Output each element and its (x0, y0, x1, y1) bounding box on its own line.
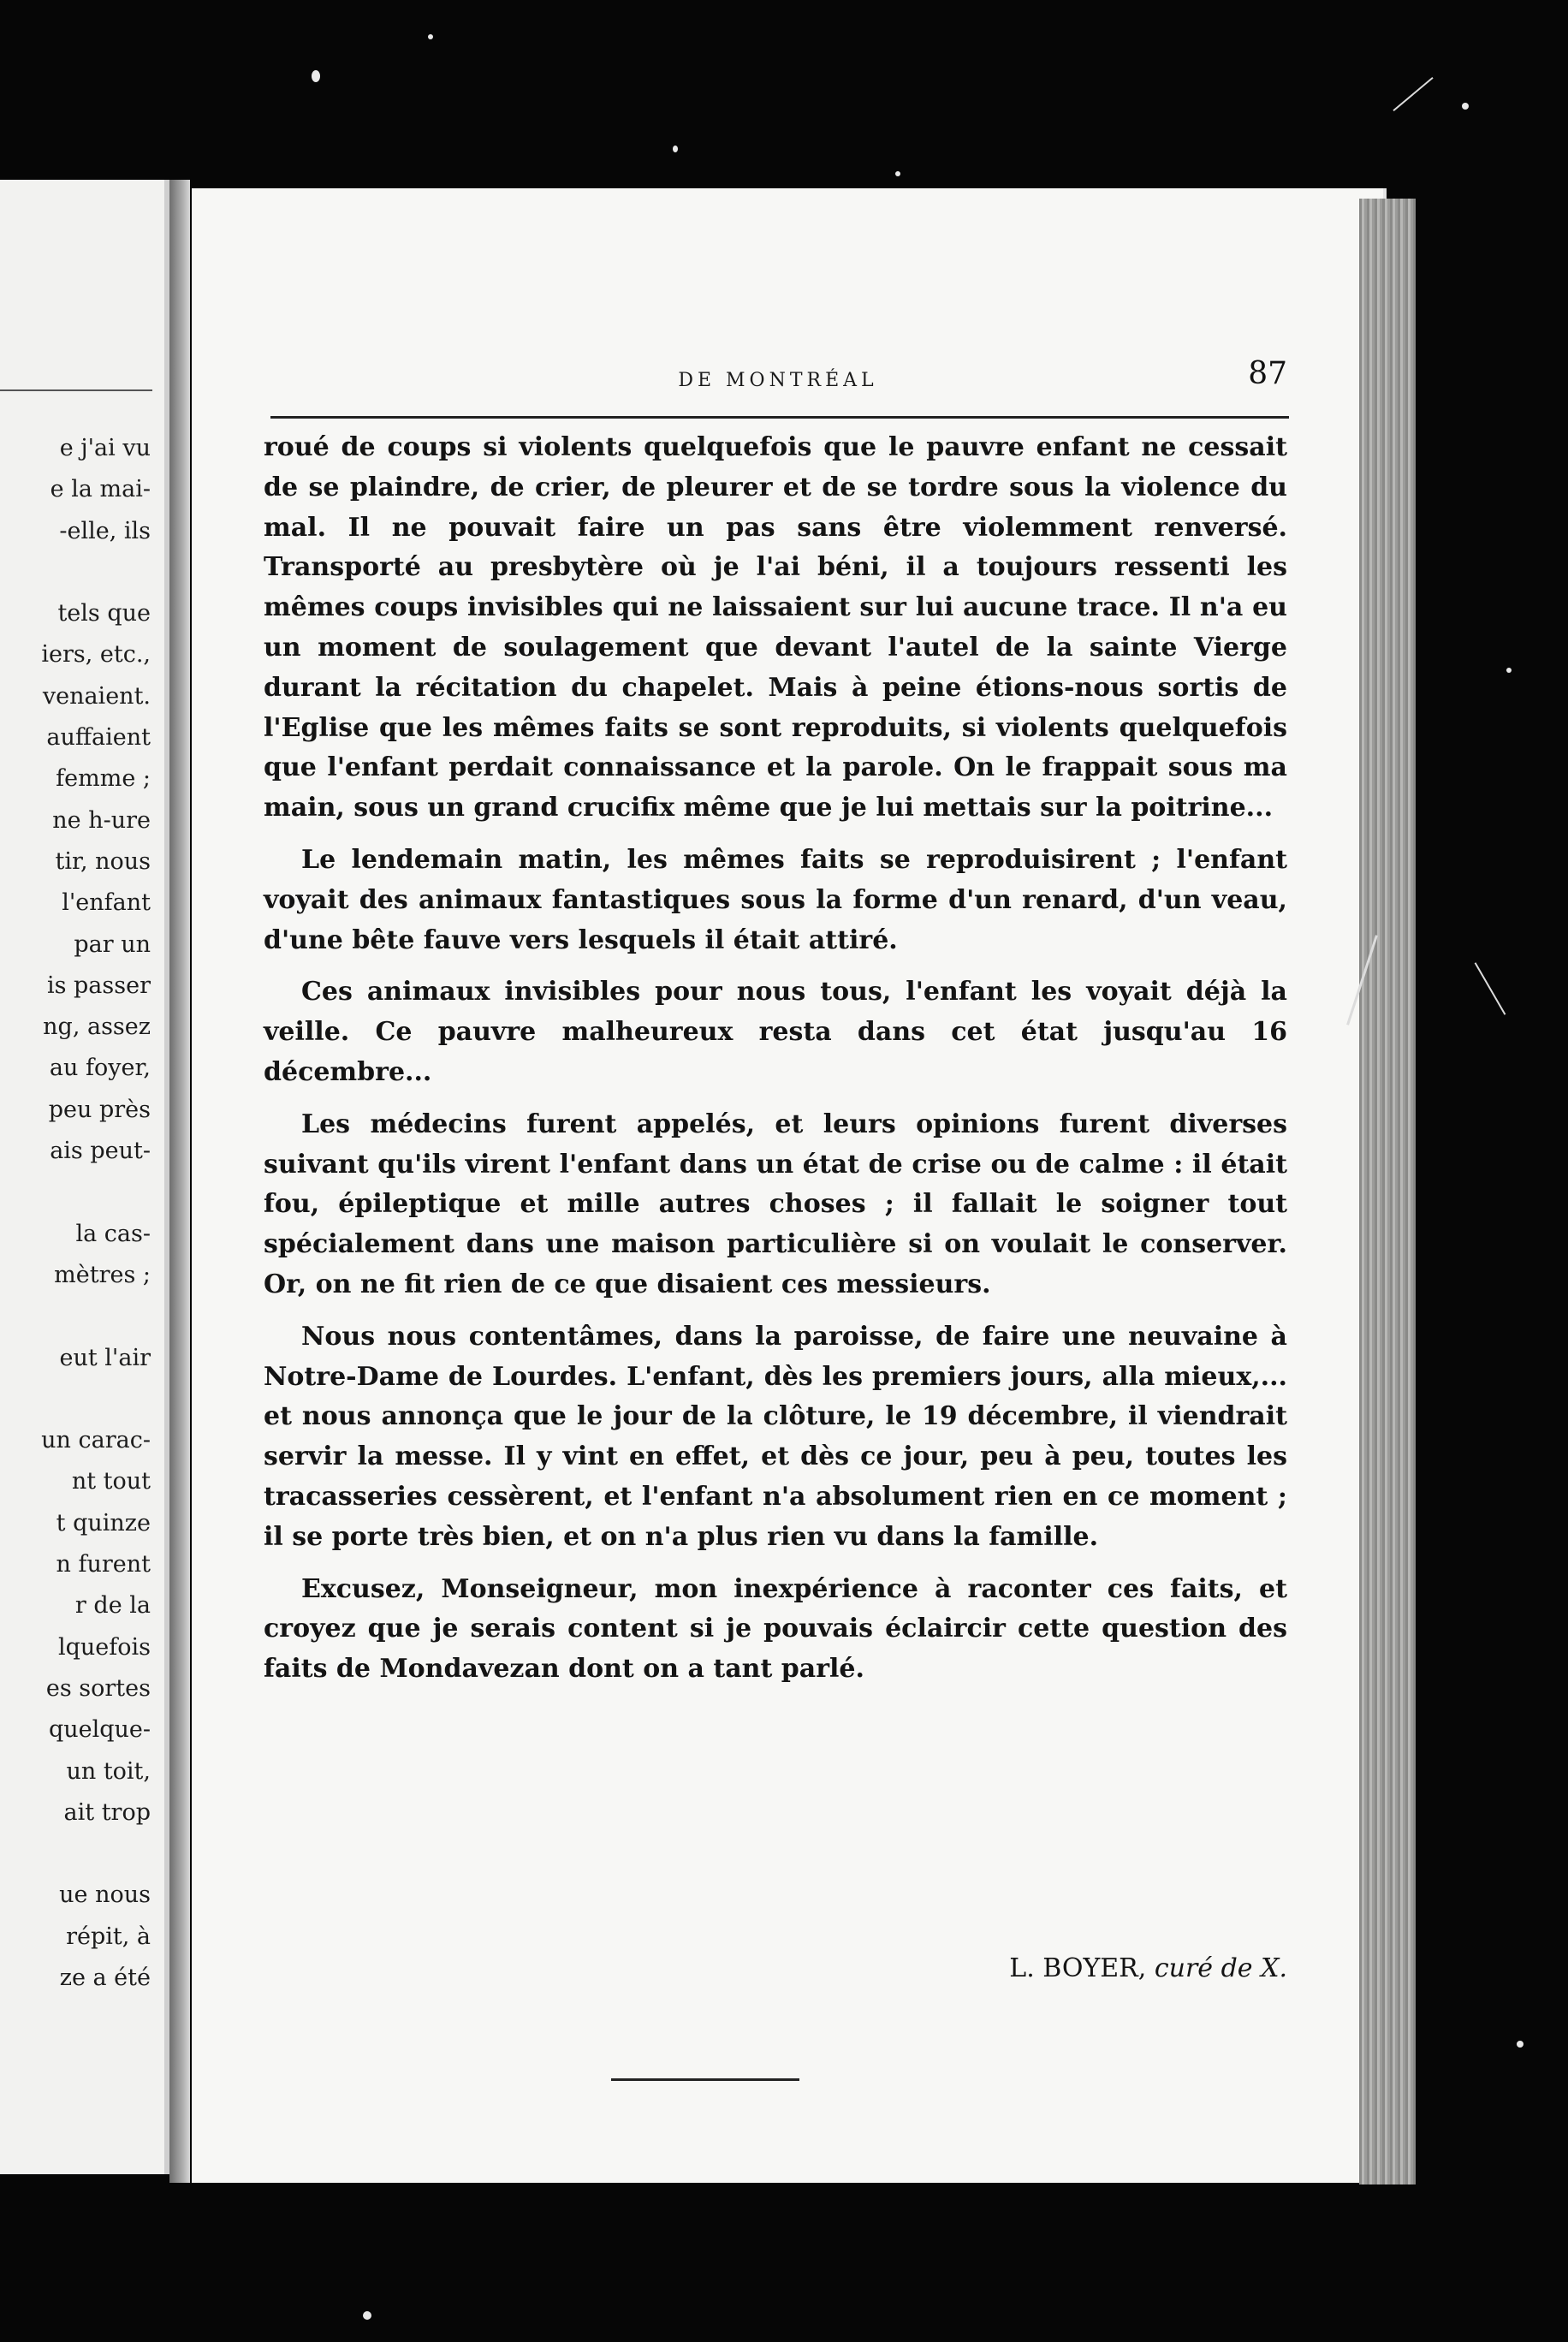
header-rule (270, 416, 1289, 419)
body-text (264, 428, 1287, 1690)
left-page-line (41, 1379, 151, 1420)
left-page-line: venaient. (42, 682, 151, 710)
left-page-line: tels que (57, 600, 151, 627)
left-page-line: ue nous (59, 1881, 151, 1909)
film-scratch (1475, 962, 1506, 1015)
signature-name: L. BOYER, (1009, 1953, 1147, 1983)
left-page-line: l'enfant (62, 889, 151, 917)
left-page-text (41, 428, 151, 1999)
left-page-line: quelque- (48, 1716, 151, 1744)
left-page-line: e la mai- (50, 476, 151, 503)
left-page-line (41, 1296, 151, 1337)
left-page-line: ais peut- (50, 1138, 151, 1165)
left-page-line: auffaient (46, 724, 151, 752)
left-page-line: -elle, ils (59, 517, 151, 544)
right-page (192, 188, 1387, 2183)
film-speck (1506, 668, 1512, 673)
left-page-line: ng, assez (43, 1013, 151, 1041)
paragraph: Excusez, Monseigneur, mon inexpérience à raconter ces faits, et croyez que je serais content si je pouvais éclaircir cette question des faits de Mondavezan dont on a tant parlé. (264, 1573, 1287, 1685)
left-page-line (41, 1172, 151, 1213)
left-page-line: mètres ; (54, 1261, 151, 1288)
book-gutter (169, 180, 190, 2183)
left-page (0, 180, 169, 2174)
paragraph: Ces animaux invisibles pour nous tous, l'enfant les voyait déjà la veille. Ce pauvre malheureux resta dans cet état jusqu'au 16 décembre... (264, 977, 1287, 1087)
paragraph: Les médecins furent appelés, et leurs opinions furent diverses suivant qu'ils virent l'enfant dans un état de crise ou de calme : il était fou, épileptique et mille autres choses ; il fallait le soigner tout spécialement dans une maison particulière si on voulait le conserver. Or, on ne fit rien de ce que disaient ces messieurs. (264, 1109, 1287, 1299)
left-page-rule (0, 389, 152, 391)
film-speck (428, 34, 433, 39)
left-page-line: au foyer, (49, 1055, 151, 1082)
left-page-line: la cas- (75, 1220, 151, 1247)
left-page-line: par un (74, 930, 151, 958)
signature-role: curé de X. (1154, 1953, 1287, 1983)
end-rule (611, 2078, 799, 2081)
left-page-line: r de la (74, 1592, 151, 1620)
film-speck (1462, 103, 1469, 110)
left-page-line: iers, etc., (41, 641, 151, 669)
paragraph: Nous nous contentâmes, dans la paroisse, de faire une neuvaine à Notre-Dame de Lourdes. L'enfant, dès les premiers jours, alla mieux,... et nous annonça que le jour de la clôture, le 19 décembre, il viendrait servir la messe. Il y vint en effet, et dès ce jour, peu à peu, toutes les tracasseries cessèrent, et l'enfant n'a absolument rien en ce moment ; il se porte très bien, et on n'a plus rien vu dans la famille. (264, 1321, 1287, 1552)
film-speck (673, 146, 678, 152)
page-header (269, 356, 1287, 404)
film-speck (363, 2311, 371, 2320)
left-page-line: répit, à (66, 1923, 151, 1950)
signature (1009, 1953, 1287, 1983)
film-speck (895, 171, 900, 176)
left-page-line: e j'ai vu (59, 435, 151, 461)
left-page-line: n furent (56, 1551, 151, 1578)
left-page-line: un toit, (66, 1757, 151, 1785)
page-edge (1359, 199, 1416, 2184)
film-speck (312, 70, 320, 82)
left-page-line: peu près (48, 1096, 151, 1123)
left-page-line: lquefois (57, 1633, 151, 1661)
running-head: DE MONTRÉAL (678, 370, 878, 391)
left-page-line: nt tout (71, 1468, 151, 1495)
left-page-line: ze a été (59, 1964, 151, 1991)
film-scratch (1393, 77, 1433, 111)
left-page-line: t quinze (56, 1509, 151, 1537)
left-page-line: ait trop (63, 1798, 151, 1826)
left-page-line: es sortes (45, 1674, 151, 1702)
left-page-line (41, 552, 151, 593)
paragraph: Le lendemain matin, les mêmes faits se reproduisirent ; l'enfant voyait des animaux fantastiques sous la forme d'un renard, d'un veau, d'une bête fauve vers lesquels il était attiré. (264, 844, 1287, 955)
left-page-line: is passer (46, 972, 151, 999)
paragraph: roué de coups si violents quelquefois que le pauvre enfant ne cessait de se plaindre, de crier, de pleurer et de se tordre sous la violence du mal. Il ne pouvait faire un pas sans être violemment renversé. Transporté au presbytère où je l'ai béni, il a toujours ressenti les mêmes coups invisibles qui ne laissaient sur lui aucune trace. Il n'a eu un moment de soulagement que devant l'autel de la sainte Vierge durant la récitation du chapelet. Mais à peine étions-nous sortis de l'Eglise que les mêmes faits se sont reproduits, si violents quelquefois que l'enfant perdait connaissance et la parole. On le frappait sous ma main, sous un grand crucifix même que je lui mettais sur la poitrine... (264, 432, 1287, 823)
left-page-line: un carac- (41, 1427, 151, 1454)
left-page-line: ne h-ure (52, 806, 151, 834)
left-page-line (41, 1834, 151, 1875)
left-page-line: tir, nous (55, 847, 151, 875)
film-speck (1517, 2041, 1523, 2048)
left-page-line: eut l'air (59, 1344, 151, 1371)
page-number: 87 (1248, 356, 1287, 391)
left-page-line: femme ; (56, 765, 151, 793)
